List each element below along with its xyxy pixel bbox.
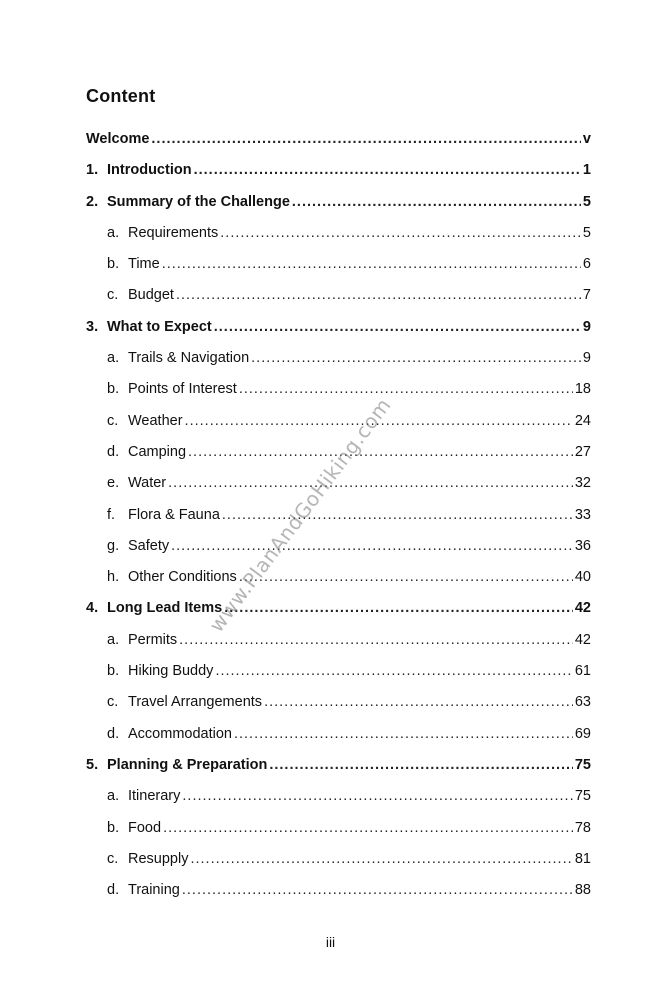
toc-entry-number: 2. — [86, 193, 99, 210]
toc-entry[interactable] — [86, 600, 591, 631]
dot-leader — [214, 319, 581, 335]
toc-entry-title: Weather — [128, 412, 183, 429]
toc-entry-number: a. — [107, 788, 120, 805]
toc-entry-number: e. — [107, 475, 120, 492]
dot-leader — [190, 851, 572, 867]
toc-entry[interactable] — [86, 287, 591, 318]
dot-leader — [239, 381, 573, 397]
toc-entry-title: Hiking Buddy — [128, 663, 214, 680]
toc-entry-title: Permits — [128, 631, 178, 648]
toc-entry-page: v — [582, 131, 591, 147]
toc-entry[interactable] — [86, 381, 591, 412]
toc-entry-number: f. — [107, 506, 116, 523]
toc-entry-page: 42 — [574, 631, 591, 648]
page-number: iii — [325, 934, 336, 950]
toc-entry-title: Camping — [128, 443, 187, 460]
page-title: Content — [86, 86, 156, 106]
toc-entry-page: 24 — [574, 412, 591, 429]
toc-entry-number: a. — [107, 631, 120, 648]
dot-leader — [182, 882, 573, 898]
toc-entry-page: 81 — [574, 850, 591, 867]
toc-entry-page: 40 — [574, 569, 591, 586]
toc-entry[interactable] — [86, 256, 591, 287]
toc-entry[interactable] — [86, 757, 591, 788]
toc-entry-number: h. — [107, 569, 120, 586]
toc-entry-number: c. — [107, 850, 119, 867]
toc-entry[interactable] — [86, 663, 591, 694]
toc-entry-page: 36 — [574, 537, 591, 554]
toc-entry-page: 78 — [574, 819, 591, 836]
toc-entry-title: Requirements — [128, 224, 219, 241]
toc-entry-title: Budget — [128, 287, 174, 304]
toc-entry-number: 1. — [86, 162, 99, 179]
toc-entry[interactable] — [86, 131, 591, 162]
toc-entry-number: b. — [107, 256, 120, 273]
toc-entry-page: 9 — [582, 318, 591, 335]
dot-leader — [234, 726, 573, 742]
dot-leader — [188, 444, 573, 460]
dot-leader — [163, 820, 573, 836]
dot-leader — [194, 162, 581, 178]
toc-entry-number: d. — [107, 882, 120, 899]
dot-leader — [269, 757, 573, 773]
dot-leader — [251, 350, 581, 366]
toc-entry-page: 9 — [582, 350, 591, 367]
toc-entry-page: 1 — [582, 162, 591, 179]
dot-leader — [215, 663, 572, 679]
dot-leader — [162, 256, 581, 272]
toc-entry-title: Travel Arrangements — [128, 694, 263, 711]
dot-leader — [168, 475, 573, 491]
toc-entry-number: b. — [107, 381, 120, 398]
dot-leader — [239, 569, 573, 585]
toc-entry-title: Points of Interest — [128, 381, 237, 398]
toc-entry-title: Resupply — [128, 850, 189, 867]
toc-entry-number: c. — [107, 412, 119, 429]
dot-leader — [222, 507, 573, 523]
toc-entry-title: Trails & Navigation — [128, 350, 250, 367]
dot-leader — [171, 538, 573, 554]
toc-entry-number: 4. — [86, 600, 99, 617]
toc-entry[interactable] — [86, 569, 591, 600]
dot-leader — [176, 287, 581, 303]
toc-entry-page: 63 — [574, 694, 591, 711]
toc-entry[interactable] — [86, 194, 591, 225]
toc-entry-title: What to Expect — [107, 318, 212, 335]
toc-entry-title: Water — [128, 475, 167, 492]
toc-entry-page: 5 — [582, 193, 591, 210]
toc-entry-page: 5 — [582, 224, 591, 241]
dot-leader — [220, 225, 581, 241]
toc-entry-number: d. — [107, 725, 120, 742]
toc-entry-title: Food — [128, 819, 162, 836]
toc-entry-page: 18 — [574, 381, 591, 398]
toc-entry-page: 69 — [574, 725, 591, 742]
toc-entry-number: 3. — [86, 318, 99, 335]
toc-entry-title: Safety — [128, 537, 170, 554]
toc-entry-page: 6 — [582, 256, 591, 273]
toc-entry[interactable] — [86, 726, 591, 757]
toc-entry-page: 75 — [574, 756, 591, 773]
toc-entry-page: 32 — [574, 475, 591, 492]
toc-entry-page: 7 — [582, 287, 591, 304]
toc-entry-page: 27 — [574, 443, 591, 460]
toc-entry-number: 5. — [86, 756, 99, 773]
toc-entry[interactable] — [86, 319, 591, 350]
dot-leader — [179, 632, 573, 648]
toc-entry-title: Training — [128, 882, 180, 899]
toc-entry[interactable] — [86, 632, 591, 663]
toc-entry-title: Flora & Fauna — [128, 506, 220, 523]
toc-entry[interactable] — [86, 350, 591, 381]
toc-entry-number: g. — [107, 537, 120, 554]
toc-entry[interactable] — [86, 538, 591, 569]
toc-entry-number: d. — [107, 443, 120, 460]
toc-entry-title: Summary of the Challenge — [107, 193, 290, 210]
toc-entry[interactable] — [86, 788, 591, 819]
toc-entry-title: Welcome — [86, 131, 150, 147]
toc-entry[interactable] — [86, 882, 591, 913]
toc-entry[interactable] — [86, 162, 591, 193]
dot-leader — [151, 131, 581, 147]
toc-entry-number: a. — [107, 224, 120, 241]
toc-entry-page: 33 — [574, 506, 591, 523]
toc-entry-title: Itinerary — [128, 788, 181, 805]
table-of-contents — [86, 131, 591, 913]
toc-entry[interactable] — [86, 507, 591, 538]
toc-entry-number: c. — [107, 694, 119, 711]
toc-entry-title: Planning & Preparation — [107, 756, 268, 773]
toc-entry-title: Time — [128, 256, 160, 273]
watermark: www.PlanAndGoHiking.com — [204, 393, 396, 637]
toc-entry-title: Other Conditions — [128, 569, 237, 586]
toc-entry-title: Introduction — [107, 162, 192, 179]
dot-leader — [264, 694, 573, 710]
toc-entry-number: c. — [107, 287, 119, 304]
toc-entry-page: 42 — [574, 600, 591, 617]
toc-entry-number: b. — [107, 819, 120, 836]
toc-entry-number: a. — [107, 350, 120, 367]
toc-entry-title: Long Lead Items — [107, 600, 223, 617]
toc-entry[interactable] — [86, 694, 591, 725]
dot-leader — [182, 788, 572, 804]
toc-entry-title: Accommodation — [128, 725, 232, 742]
toc-entry-page: 61 — [574, 663, 591, 680]
toc-entry-number: b. — [107, 663, 120, 680]
toc-entry-page: 75 — [574, 788, 591, 805]
toc-entry[interactable] — [86, 851, 591, 882]
toc-entry[interactable] — [86, 820, 591, 851]
dot-leader — [224, 600, 573, 616]
toc-entry[interactable] — [86, 225, 591, 256]
dot-leader — [292, 194, 581, 210]
toc-entry[interactable] — [86, 413, 591, 444]
toc-entry-page: 88 — [574, 882, 591, 899]
